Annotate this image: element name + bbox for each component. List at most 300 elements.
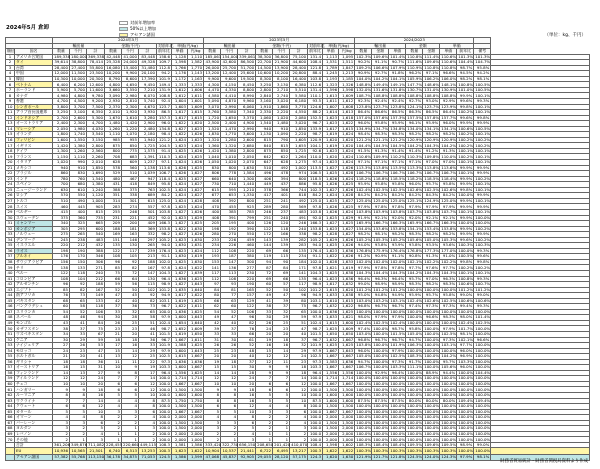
row-value: 100.0% <box>424 325 440 331</box>
row-value: 955 <box>122 137 139 143</box>
row-value: 102.4% <box>356 320 372 326</box>
row-value: 2,480 <box>139 126 157 132</box>
row-value: 1,638 <box>339 293 355 299</box>
row-value: 86.4% <box>440 110 457 116</box>
row-value: 31 <box>204 337 221 343</box>
row-value: 112 <box>204 276 221 282</box>
row-value: 16 <box>238 398 256 404</box>
row-value: 491 <box>290 215 308 221</box>
row-value: 41 <box>139 331 157 337</box>
row-value: 1,667 <box>339 365 355 371</box>
row-value: 1,611 <box>188 304 204 310</box>
row-value: 4 <box>70 415 87 421</box>
row-rank: 60 <box>6 381 15 387</box>
row-value: 314 <box>105 198 122 204</box>
row-value: 1,600 <box>53 137 70 143</box>
row-value: 10,537 <box>222 447 237 453</box>
row-country: スリランカ <box>15 309 53 315</box>
row-value: 9 <box>221 387 238 393</box>
row-value: 1,598 <box>323 442 339 448</box>
row-value: 115 <box>273 254 290 260</box>
row-value: 110.2% <box>390 153 406 159</box>
row-value: 100.0% <box>390 419 406 425</box>
row-value: 369 <box>139 226 157 232</box>
row-value: 1,612 <box>339 99 355 105</box>
row-value: 245 <box>53 237 70 243</box>
row-value: 24 <box>87 376 105 382</box>
row-value: 875 <box>256 148 273 154</box>
row-value: 92 <box>70 282 87 288</box>
row-value: 8 <box>139 404 157 410</box>
row-value: 1,500 <box>323 420 339 426</box>
row-value: 1,624 <box>172 154 188 160</box>
row-value: 1,667 <box>323 381 339 387</box>
row-value: 760 <box>70 176 87 182</box>
row-value: 97.8 <box>157 204 172 210</box>
row-value: 5 <box>256 393 273 399</box>
row-value: 99.0% <box>474 293 491 299</box>
row-value: 92.1% <box>440 215 457 221</box>
row-value: 1,624 <box>188 143 204 149</box>
row-value: 100.3% <box>458 242 474 248</box>
row-value: 100.0% <box>373 381 389 387</box>
row-value: 134.7% <box>373 125 389 131</box>
row-value: 7 <box>53 398 70 404</box>
row-value: 98.1% <box>474 454 491 460</box>
row-value: 744 <box>290 187 308 193</box>
row-value: 10,300 <box>54 75 68 81</box>
page-title: 2024年5月 倉卸 <box>6 25 50 31</box>
row-value: 100.5% <box>475 87 491 93</box>
row-value: 8,450 <box>238 82 256 88</box>
row-value: 1,940 <box>139 137 157 143</box>
row-value: 92.0 <box>157 215 172 221</box>
row-value: 91.8% <box>389 71 406 77</box>
row-value: 1,620 <box>339 287 355 293</box>
column-header: 千円 <box>122 49 139 55</box>
row-value: 100.0% <box>373 403 389 409</box>
row-value: 97.9% <box>457 454 474 460</box>
row-value: 1,627 <box>323 187 339 193</box>
row-value: 41 <box>256 298 273 304</box>
row-value: 30 <box>53 337 70 343</box>
row-value: 1,629 <box>339 215 355 221</box>
row-value: 29 <box>290 348 308 354</box>
row-value: 109.4% <box>475 397 491 403</box>
row-value: 2,000 <box>188 431 204 437</box>
row-value: 67 <box>87 331 105 337</box>
row-value: 1,623 <box>188 137 204 143</box>
row-value: 100.0 <box>157 426 172 432</box>
row-value: 1,636 <box>172 276 188 282</box>
row-value: 10,200 <box>274 70 289 76</box>
row-value: 100.0% <box>424 414 440 420</box>
row-value: 100.0% <box>407 314 423 320</box>
row-value: 33 <box>70 331 87 337</box>
row-value: 7 <box>105 376 122 382</box>
row-value: 99.3% <box>474 248 491 254</box>
row-value: 99.8% <box>474 259 491 265</box>
row-value: 2,220 <box>273 110 290 116</box>
row-value: 100.0% <box>424 375 440 381</box>
row-value: 92.4% <box>389 99 406 105</box>
row-value: 98.3% <box>406 232 423 238</box>
row-country: メキシコ <box>15 165 53 171</box>
row-value: 100.0% <box>407 414 423 420</box>
row-value: 157.3% <box>390 114 406 120</box>
row-value: 100.0 <box>157 387 172 393</box>
row-value: 1,625 <box>339 309 355 315</box>
row-value: 711,082 <box>88 442 105 448</box>
row-value: 102.5% <box>373 320 389 326</box>
row-value: 708 <box>105 154 122 160</box>
row-value: 99.9% <box>457 176 474 182</box>
row-value: 119 <box>256 254 273 260</box>
row-value: 990 <box>70 160 87 166</box>
row-value: 84.2% <box>406 193 423 199</box>
column-header: 千円 <box>70 49 87 55</box>
row-value: 32 <box>122 309 139 315</box>
row-value: 1,625 <box>188 154 204 160</box>
row-value: 13,200 <box>205 70 220 76</box>
row-value: 8,300 <box>256 76 273 82</box>
row-value: 118.5% <box>390 175 406 181</box>
row-value: 106.7% <box>424 170 440 176</box>
row-value: 92.9% <box>440 99 457 105</box>
row-country: モロッコ <box>15 348 53 354</box>
row-value: 8 <box>290 404 308 410</box>
column-header: 単価 <box>389 49 406 55</box>
row-value: 14,500 <box>257 64 272 70</box>
row-value: 102.4% <box>458 320 474 326</box>
row-value: 24 <box>53 348 70 354</box>
row-value: 97.0% <box>440 160 457 166</box>
legend <box>119 20 156 38</box>
row-value: 97.8% <box>372 204 389 210</box>
row-value: 1,847 <box>339 65 355 71</box>
row-value: 176.4 <box>157 248 172 254</box>
row-value: 96.7% <box>389 304 406 310</box>
row-value: 9,600 <box>221 76 238 82</box>
row-value: 86.6% <box>372 110 389 116</box>
row-value: 121.8% <box>390 454 406 460</box>
row-value: 100.0% <box>424 320 440 326</box>
row-value: 1,714 <box>172 376 188 382</box>
row-value: 102.6% <box>441 186 457 192</box>
row-value: 91.1 <box>157 254 172 260</box>
row-value: 510 <box>122 171 139 177</box>
row-value: 99.6% <box>457 237 474 243</box>
row-value: 100.0% <box>407 425 423 431</box>
row-value: 1,609 <box>339 326 355 332</box>
row-value: 130.9% <box>441 87 457 93</box>
row-value: 108.3% <box>356 442 372 448</box>
row-value: 1,420 <box>53 143 70 149</box>
row-value: 158.6 <box>157 54 172 60</box>
row-value: 99.8% <box>457 104 474 110</box>
row-value: 2,000 <box>339 415 355 421</box>
row-value: 4 <box>122 404 139 410</box>
row-value: 105.0% <box>407 331 423 337</box>
row-value: 800 <box>290 176 308 182</box>
row-value: 13,253 <box>139 448 157 454</box>
row-value: 4,030 <box>87 126 105 132</box>
row-value: 91.1% <box>372 60 389 66</box>
row-country: チリ <box>15 265 53 271</box>
row-value: 38,800 <box>71 59 85 65</box>
row-value: 3,700 <box>70 104 87 110</box>
row-value: 1,600 <box>339 320 355 326</box>
row-value: 1,625 <box>188 343 204 349</box>
row-value: 95.8 <box>308 182 323 188</box>
row-value: 6,400 <box>53 82 70 88</box>
row-value: 170 <box>70 254 87 260</box>
row-value: 99.0% <box>355 282 372 288</box>
row-value: 187 <box>221 254 238 260</box>
row-value: 1,624 <box>172 137 188 143</box>
row-value: 97.9% <box>440 204 457 210</box>
row-value: 1,280 <box>221 137 238 143</box>
row-value: 8 <box>139 398 157 404</box>
row-value: 1,615 <box>188 110 204 116</box>
row-rank: 68 <box>6 426 15 432</box>
row-value: 5 <box>256 398 273 404</box>
row-value: 2,300 <box>122 104 139 110</box>
row-value: 578 <box>105 165 122 171</box>
row-value: 4 <box>273 404 290 410</box>
row-value: 102.1% <box>407 259 423 264</box>
row-value: 110.1 <box>308 93 323 99</box>
row-value: 100.1% <box>475 153 491 159</box>
row-value: 2 <box>139 437 157 443</box>
row-value: 1,611 <box>323 99 339 105</box>
row-value: 123.7% <box>424 103 440 109</box>
row-value: 180,000 <box>71 53 88 59</box>
row-value: 4 <box>290 415 308 421</box>
row-value: 100.0% <box>458 369 474 375</box>
row-value: 4,700 <box>87 121 105 127</box>
row-value: 15 <box>256 348 273 354</box>
row-value: 388 <box>105 187 122 193</box>
row-value: 97.7% <box>406 265 423 271</box>
row-value: 1,330 <box>238 193 256 199</box>
row-value: 1,636 <box>339 248 355 254</box>
source-note: 財務省貿易統計・財務省関税局資料より作成 <box>500 459 588 464</box>
row-value: 103.8 <box>308 209 323 215</box>
row-rank: 17 <box>6 143 15 149</box>
row-value: 1,020 <box>273 115 290 121</box>
row-value: 139 <box>273 243 290 249</box>
row-value: 3 <box>53 426 70 432</box>
row-value: 93 <box>221 282 238 288</box>
row-value: 11 <box>105 359 122 365</box>
row-value: 97.9% <box>440 326 457 332</box>
row-value: 65 <box>70 298 87 304</box>
row-value: 44,600 <box>290 60 308 66</box>
row-value: 2,300 <box>70 121 87 127</box>
row-value: 100.0% <box>458 247 474 253</box>
row-value: 103.1 <box>157 298 172 304</box>
row-value: 100.0 <box>157 404 172 410</box>
row-country: スイス <box>15 204 53 210</box>
row-value: 92.7% <box>406 99 423 105</box>
row-value: 1,667 <box>323 354 339 360</box>
row-value: 15,400 <box>123 64 137 70</box>
row-value: 1,556 <box>172 370 188 376</box>
row-value: 1,600 <box>188 393 204 399</box>
row-value: 84.2 <box>157 193 172 199</box>
row-value: 99.8% <box>457 187 474 193</box>
column-header: 千円 <box>273 49 290 55</box>
row-value: 615 <box>139 198 157 204</box>
row-value: 830 <box>70 171 87 177</box>
row-value: 815 <box>273 143 290 149</box>
row-rank: 40 <box>6 270 15 276</box>
row-value: 1,623 <box>172 237 188 243</box>
row-value: 96.0% <box>355 121 372 127</box>
row-value: 1,626 <box>188 232 204 238</box>
row-value: 121.1% <box>373 136 389 142</box>
row-value: 13,217 <box>290 448 308 454</box>
row-value: 9 <box>273 365 290 371</box>
row-value: 37 <box>221 326 238 332</box>
row-value: 20 <box>87 381 105 387</box>
row-value: 166.3% <box>390 220 406 226</box>
row-value: 98.7 <box>308 132 323 138</box>
row-value: 93.0% <box>423 99 440 105</box>
row-value: 101.2% <box>475 286 491 292</box>
row-value: 100.0% <box>356 425 372 431</box>
row-value: 98.2% <box>423 132 440 138</box>
row-value: 1,581 <box>172 442 188 448</box>
row-value: 1,670 <box>105 115 122 121</box>
row-value: 100.0% <box>373 375 389 381</box>
row-value: 96.1% <box>406 121 423 127</box>
row-value: 147 <box>221 259 238 265</box>
row-value: 1 <box>122 437 139 443</box>
row-value: 100.0% <box>458 419 474 425</box>
row-value: 100.0% <box>441 392 457 398</box>
row-value: 100.0% <box>424 347 440 353</box>
row-value: 97.9% <box>372 315 389 321</box>
row-value: 94 <box>256 259 273 265</box>
row-value: 1,630 <box>172 243 188 249</box>
row-value: 23,500 <box>87 71 105 77</box>
row-value: 98.2% <box>440 132 457 138</box>
row-value: 177.0% <box>441 247 457 253</box>
row-value: 6 <box>221 404 238 410</box>
row-value: 11,500 <box>71 70 85 76</box>
row-value: 40 <box>238 354 256 360</box>
row-value: 154.1% <box>407 225 423 231</box>
row-value: 5 <box>221 409 238 415</box>
row-value: 569 <box>290 204 308 210</box>
row-value: 1,623 <box>323 276 339 282</box>
row-country: アイルランド <box>15 376 53 382</box>
row-value: 4 <box>238 431 256 437</box>
row-value: 1,630 <box>172 254 188 260</box>
row-value: 95.9% <box>355 182 372 188</box>
row-rank: 5 <box>6 76 15 82</box>
row-value: 91.2% <box>423 148 440 154</box>
row-value: 100.1% <box>458 209 474 215</box>
row-country: ナイジェリア <box>15 343 53 349</box>
row-value: 2 <box>122 420 139 426</box>
row-value: 1,625 <box>188 221 204 227</box>
row-value: 95.7% <box>440 359 457 365</box>
row-value: 47,068 <box>205 454 220 460</box>
row-value: 84.3% <box>423 193 440 199</box>
row-value: 1,619 <box>323 132 339 138</box>
row-value: 1,623 <box>323 121 339 127</box>
row-value: 118.4% <box>441 175 457 181</box>
row-value: 87.5% <box>389 398 406 404</box>
row-value: 100.0% <box>424 403 440 409</box>
row-value: 87.5% <box>355 398 372 404</box>
row-value: 97.4% <box>406 304 423 310</box>
row-value: 91.1% <box>389 254 406 260</box>
row-value: 105.3% <box>441 236 457 242</box>
row-value: 102.4% <box>356 186 372 192</box>
row-value: 51 <box>139 320 157 326</box>
row-value: 1,625 <box>172 259 188 265</box>
row-value: 1,910 <box>256 104 273 110</box>
row-value: 103.7% <box>407 209 423 215</box>
row-value: 7 <box>122 376 139 382</box>
row-value: 98.2% <box>423 232 440 238</box>
row-value: 2,800 <box>87 143 105 149</box>
row-value: 100.0% <box>407 347 423 353</box>
row-value: 100.0% <box>475 342 491 348</box>
row-value: 201,420 <box>274 442 291 448</box>
row-value: 102.3 <box>308 187 323 193</box>
row-value: 16,400 <box>290 76 308 82</box>
row-rank: 12 <box>6 115 15 121</box>
row-value: 165.9% <box>407 220 423 226</box>
row-value: 3,160 <box>256 99 273 105</box>
row-value: 104.3% <box>424 270 440 276</box>
row-value: 289 <box>256 204 273 210</box>
row-value: 1,172 <box>172 76 188 82</box>
row-value: 2 <box>53 437 70 443</box>
row-value: 110.0% <box>441 153 457 159</box>
row-value: 90.9% <box>355 71 372 77</box>
row-rank: 53 <box>6 343 15 349</box>
row-value: 118 <box>87 304 105 310</box>
row-value: 400 <box>238 221 256 227</box>
row-value: 1,130 <box>256 132 273 138</box>
row-value: 1,575 <box>139 148 157 154</box>
row-value: 104.2% <box>407 142 423 148</box>
row-value: 91.4 <box>157 148 172 154</box>
row-value: 100.6% <box>458 281 474 287</box>
row-value: 445 <box>70 204 87 210</box>
row-value: 5,900 <box>53 87 70 93</box>
row-value: 110.6% <box>441 59 457 65</box>
row-rank: 49 <box>6 320 15 326</box>
row-value: 3,800 <box>53 104 70 110</box>
row-value: 103.8 <box>308 76 323 82</box>
row-value: 1,060 <box>256 115 273 121</box>
row-value: 101.2 <box>157 287 172 293</box>
row-value: 100.0% <box>373 430 389 436</box>
row-value: 63 <box>221 298 238 304</box>
row-value: 408 <box>204 215 221 221</box>
row-value: 6 <box>273 387 290 393</box>
column-header: 計 <box>238 49 256 55</box>
row-value: 45 <box>122 293 139 299</box>
row-value: 42,448 <box>106 53 120 59</box>
